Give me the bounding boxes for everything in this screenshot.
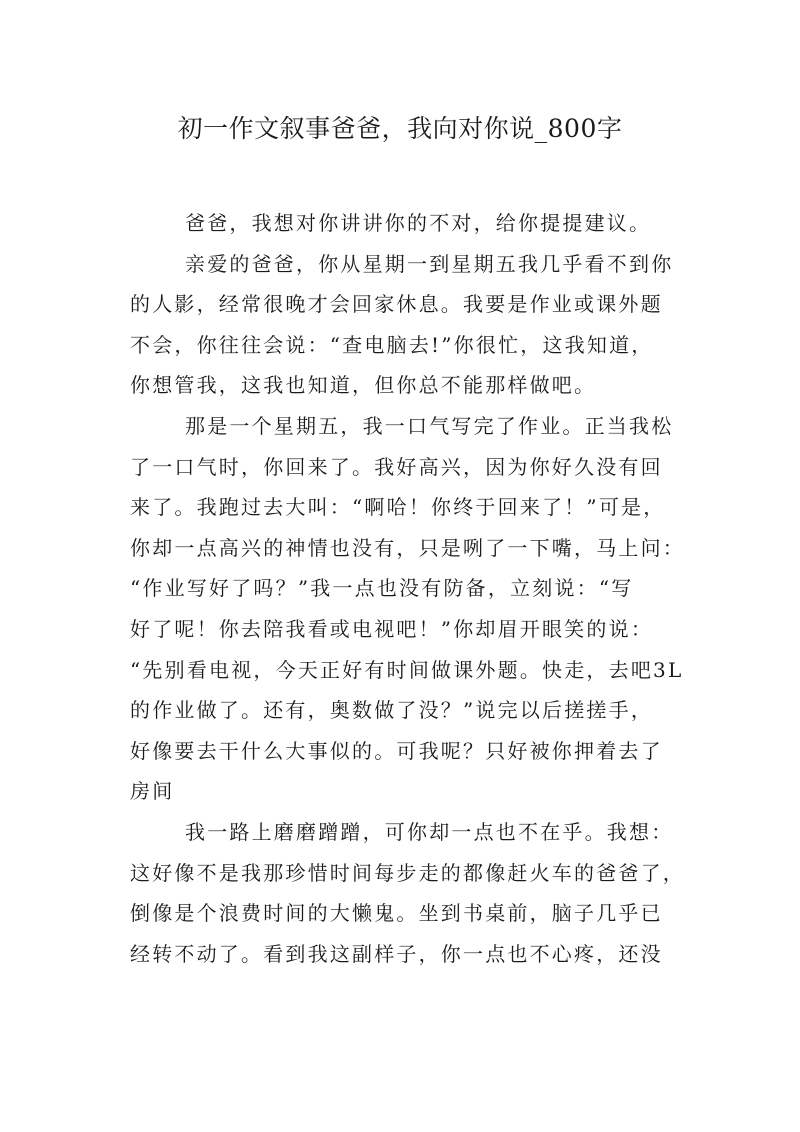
text-line: 的人影，经常很晚才会回家休息。我要是作业或课外题: [130, 292, 663, 317]
text-line: 你想管我，这我也知道，但你总不能那样做吧。: [130, 373, 597, 398]
text-line: 好像要去干什么大事似的。可我呢？只好被你押着去了: [130, 738, 663, 763]
text-line: 经转不动了。看到我这副样子，你一点也不心疼，还没: [130, 941, 663, 966]
text-line: “作业写好了吗？”我一点也没有防备，立刻说：“写: [130, 576, 634, 601]
text-line: 好了呢！你去陪我看或电视吧！”你却眉开眼笑的说：: [130, 616, 654, 641]
text-line: 房间: [130, 779, 175, 804]
text-line: 亲爱的爸爸，你从星期一到星期五我几乎看不到你: [185, 251, 674, 276]
text-line: 你却一点高兴的神情也没有，只是咧了一下嘴，马上问：: [130, 535, 685, 560]
text-line: “先别看电视，今天正好有时间做课外题。快走，去吧3L: [130, 657, 684, 682]
text-line: 了一口气时，你回来了。我好高兴，因为你好久没有回: [130, 454, 663, 479]
text-line: 这好像不是我那珍惜时间每步走的都像赶火车的爸爸了，: [130, 860, 685, 885]
text-line: 来了。我跑过去大叫：“啊哈！你终于回来了！”可是，: [130, 495, 666, 520]
text-line: 倒像是个浪费时间的大懒鬼。坐到书桌前，脑子几乎已: [130, 901, 663, 926]
text-line: 那是一个星期五，我一口气写完了作业。正当我松: [185, 413, 674, 438]
text-line: 不会，你往往会说：“查电脑去!”你很忙，这我知道，: [130, 332, 654, 357]
text-line: 我一路上磨磨蹭蹭，可你却一点也不在乎。我想：: [185, 819, 674, 844]
document-title: 初一作文叙事爸爸，我向对你说_800字: [177, 114, 623, 143]
document-body: [130, 203, 685, 974]
text-line: 爸爸，我想对你讲讲你的不对，给你提提建议。: [185, 211, 652, 235]
text-line: 的作业做了。还有，奥数做了没？”说完以后搓搓手，: [130, 698, 654, 723]
